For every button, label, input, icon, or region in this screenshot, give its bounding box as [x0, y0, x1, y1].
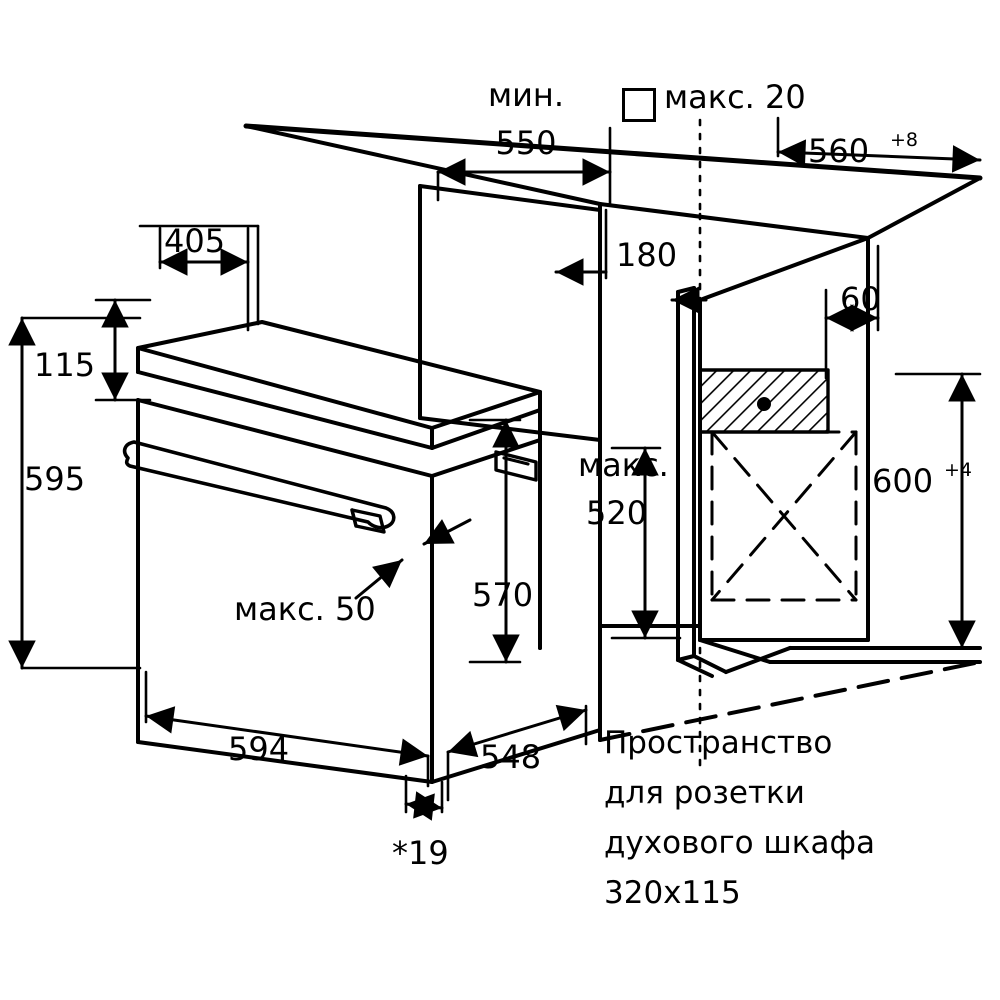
socket-note-line2: для розетки	[604, 775, 805, 811]
label-570: 570	[472, 576, 534, 614]
label-594: 594	[228, 730, 290, 768]
label-180: 180	[616, 236, 678, 274]
label-600: 600	[872, 462, 934, 500]
socket-note-line4: 320x115	[604, 875, 741, 911]
label-560-tolerance: +8	[890, 129, 919, 151]
label-405: 405	[164, 222, 226, 260]
label-min-550-line2: 550	[495, 124, 557, 162]
label-max-50: макс. 50	[234, 590, 376, 628]
label-115: 115	[34, 346, 96, 384]
label-max-520-line2: 520	[586, 494, 648, 532]
label-595: 595	[24, 460, 86, 498]
label-560: 560	[808, 132, 870, 170]
socket-note-line1: Пространство	[604, 725, 833, 761]
label-600-tolerance: +4	[944, 459, 973, 481]
label-60: 60	[840, 280, 881, 318]
socket-note-line3: духового шкафа	[604, 825, 876, 861]
label-max-520-line1: макс.	[578, 446, 669, 484]
label-star-19: *19	[392, 834, 449, 872]
label-max-20: макс. 20	[664, 78, 806, 116]
label-548: 548	[480, 738, 542, 776]
label-min-550-line1: мин.	[487, 76, 565, 114]
square-symbol-icon	[622, 88, 656, 122]
